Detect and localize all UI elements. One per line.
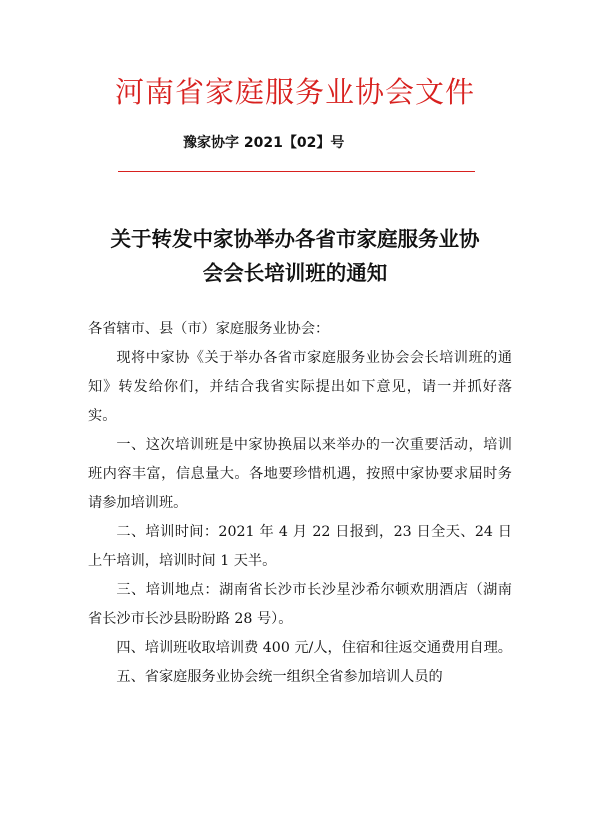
- notice-title-line-2: 会会长培训班的通知: [202, 261, 388, 285]
- notice-title: [60, 222, 530, 290]
- salutation: 各省辖市、县（市）家庭服务业协会：: [88, 321, 330, 337]
- notice-title-line-1: 关于转发中家协举办各省市家庭服务业协: [110, 227, 480, 251]
- body-paragraph: 四、培训班收取培训费 400 元/人，住宿和往返交通费用自理。: [116, 640, 512, 656]
- body-paragraph: 五、省家庭服务业协会统一组织全省参加培训人员的: [116, 669, 443, 685]
- body-paragraph: 一、这次培训班是中家协换届以来举办的一次重要活动，培训班内容丰富，信息量大。各地要珍惜机遇，按照中家协要求届时务请参加培训班。: [88, 437, 512, 511]
- header-divider: [118, 171, 475, 172]
- issuer-title: 河南省家庭服务业协会文件: [114, 75, 475, 109]
- document-body: [88, 315, 512, 692]
- body-paragraph: 二、培训时间：2021 年 4 月 22 日报到，23 日全天、24 日上午培训，培训时间 1 天半。: [88, 524, 512, 569]
- body-paragraph: 现将中家协《关于举办各省市家庭服务业协会会长培训班的通知》转发给你们，并结合我省实际提出如下意见，请一并抓好落实。: [88, 350, 512, 424]
- body-paragraph: 三、培训地点：湖南省长沙市长沙星沙希尔顿欢朋酒店（湖南省长沙市长沙县盼盼路 28 号）。: [88, 582, 512, 627]
- document-number: 豫家协字 2021【02】号: [183, 135, 345, 151]
